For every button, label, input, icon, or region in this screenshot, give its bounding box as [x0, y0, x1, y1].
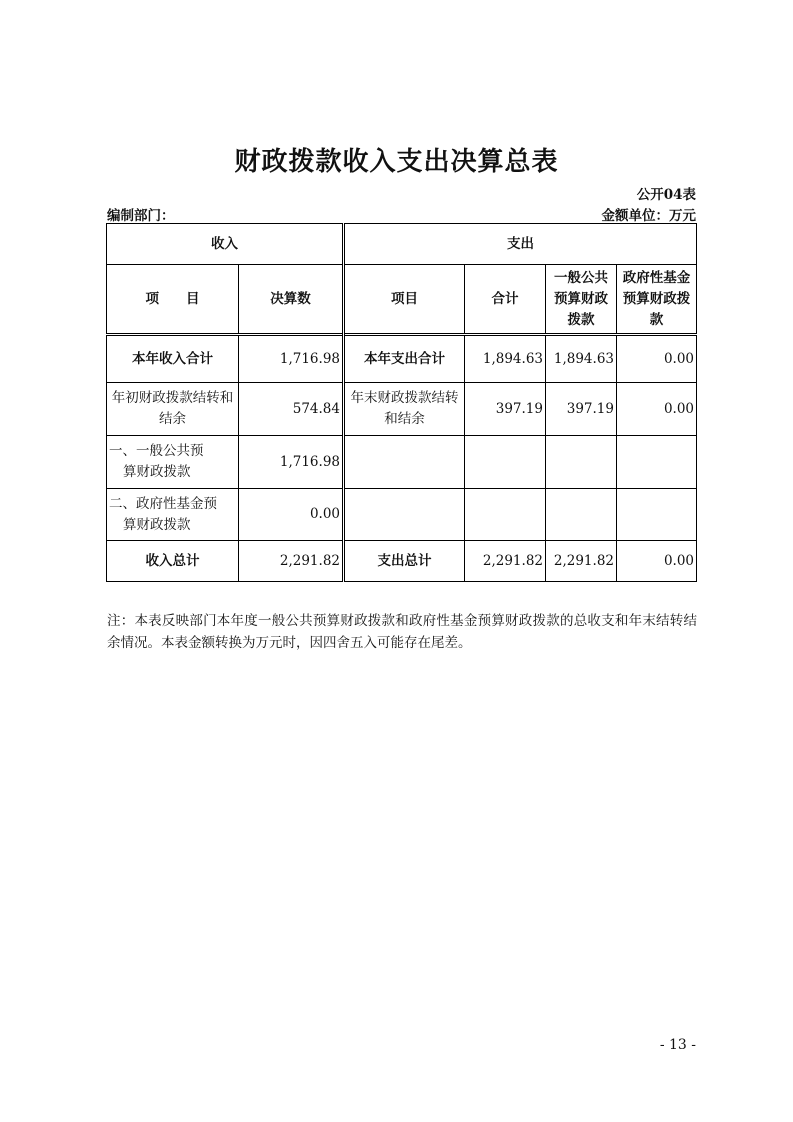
empty-cell: [617, 436, 697, 489]
empty-cell: [465, 489, 546, 541]
header-row-columns: [107, 265, 697, 335]
income-value-cell: 0.00: [239, 489, 344, 541]
empty-cell: [546, 489, 617, 541]
income-item-cell: 年初财政拨款结转和结余: [107, 383, 239, 436]
income-item-cell: 本年收入合计: [107, 335, 239, 383]
page-title: 财政拨款收入支出决算总表: [234, 147, 559, 177]
empty-cell: [344, 436, 465, 489]
fund-cell: 0.00: [617, 383, 697, 436]
empty-cell: [344, 489, 465, 541]
exp-item-cell: 支出总计: [344, 541, 465, 582]
budget-summary-table: [106, 223, 697, 582]
dept-label: 编制部门：: [107, 208, 175, 224]
table-row: [107, 489, 697, 541]
exp-item-cell: 本年支出合计: [344, 335, 465, 383]
general-cell: 2,291.82: [546, 541, 617, 582]
fund-cell: 0.00: [617, 541, 697, 582]
col-total: 合计: [465, 265, 546, 335]
fund-cell: 0.00: [617, 335, 697, 383]
col-income-item: 项 目: [107, 265, 239, 335]
income-value-cell: 1,716.98: [239, 436, 344, 489]
col-exp-item: 项目: [344, 265, 465, 335]
income-item-line-1: 一、一般公共预: [109, 443, 204, 459]
general-cell: 397.19: [546, 383, 617, 436]
income-header: 收入: [107, 224, 344, 265]
total-cell: 1,894.63: [465, 335, 546, 383]
general-cell: 1,894.63: [546, 335, 617, 383]
income-value-cell: 574.84: [239, 383, 344, 436]
table-row: [107, 541, 697, 582]
col-gov-fund-budget: 政府性基金预算财政拨款: [617, 265, 697, 335]
empty-cell: [465, 436, 546, 489]
income-item-line-2: 算财政拨款: [123, 464, 191, 480]
total-cell: 397.19: [465, 383, 546, 436]
income-value-cell: 2,291.82: [239, 541, 344, 582]
income-item-cell: [107, 436, 239, 489]
income-item-cell: 收入总计: [107, 541, 239, 582]
income-item-line-2: 算财政拨款: [123, 516, 191, 533]
exp-item-cell: 年末财政拨款结转和结余: [344, 383, 465, 436]
empty-cell: [546, 436, 617, 489]
table-code: 公开04表: [636, 187, 696, 203]
table-row: [107, 436, 697, 489]
income-item-line-1: 二、政府性基金预: [109, 495, 217, 512]
expense-header: 支出: [344, 224, 697, 265]
unit-label: 金额单位：万元: [601, 208, 696, 224]
empty-cell: [617, 489, 697, 541]
col-general-budget: 一般公共预算财政拨款: [546, 265, 617, 335]
income-item-cell: [107, 489, 239, 541]
header-row-top: [107, 224, 697, 265]
page-number: - 13 -: [659, 1037, 696, 1053]
table-row: [107, 335, 697, 383]
col-final-amount: 决算数: [239, 265, 344, 335]
total-cell: 2,291.82: [465, 541, 546, 582]
table-note: 注：本表反映部门本年度一般公共预算财政拨款和政府性基金预算财政拨款的总收支和年末结转结余情况。本表金额转换为万元时，因四舍五入可能存在尾差。: [107, 613, 697, 651]
table-row: [107, 383, 697, 436]
income-value-cell: 1,716.98: [239, 335, 344, 383]
